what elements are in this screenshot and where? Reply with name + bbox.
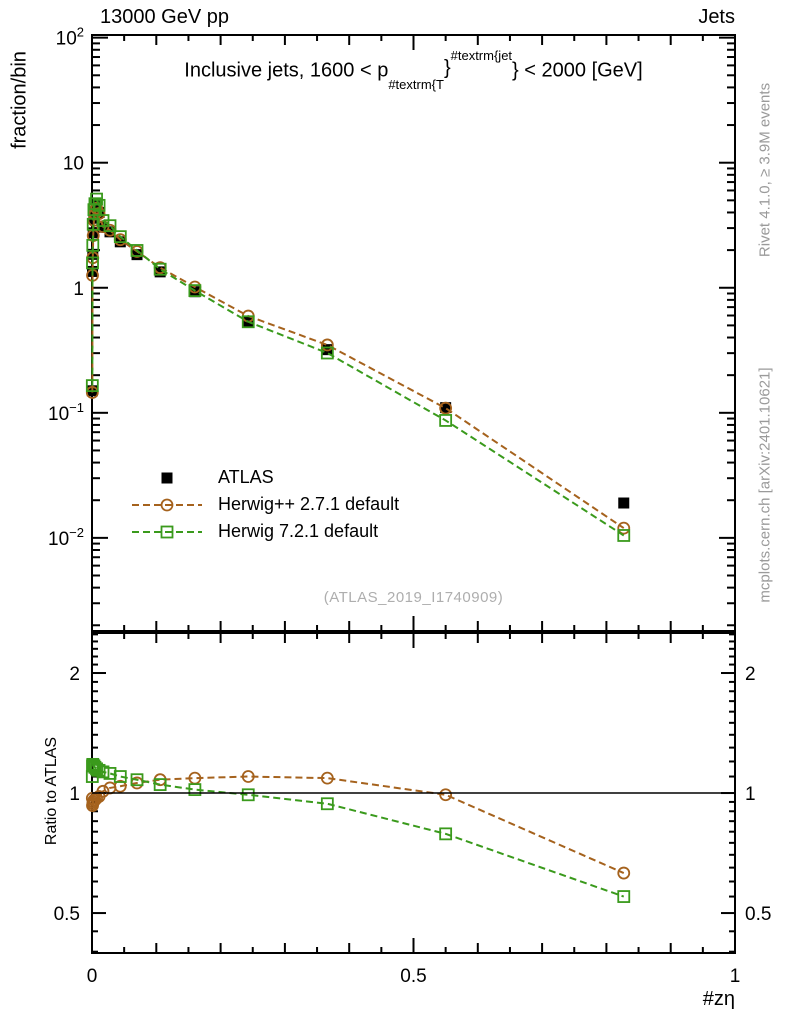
legend-item <box>130 464 399 491</box>
filled-square-legend-icon <box>130 468 204 488</box>
main-y-tick-label: $10^{-2}$ <box>48 524 84 550</box>
series-herwig-7-2-1-default <box>87 194 629 902</box>
legend-label: Herwig++ 2.7.1 default <box>218 494 400 514</box>
plot-title-suffix: } < 2000 [GeV] <box>512 59 643 82</box>
data-point-marker <box>618 498 629 509</box>
rivet-version-text: Rivet 4.1.0, ≥ 3.9M events <box>756 82 774 258</box>
mcplots-reference-text: mcplots.cern.ch [arXiv:2401.10621] <box>756 367 774 603</box>
plot-title <box>92 48 735 92</box>
ratio-y-axis-title: Ratio to ATLAS <box>43 736 60 846</box>
ratio-y-tick-label-right: 0.5 <box>745 904 772 926</box>
data-point-marker <box>162 472 173 483</box>
legend-item <box>130 518 399 545</box>
main-y-tick-label: $10^{-1}$ <box>48 399 84 425</box>
legend-label: ATLAS <box>218 467 274 487</box>
x-tick-label: 0 <box>86 966 98 987</box>
main-y-axis-title: fraction/bin <box>8 51 31 149</box>
analysis-group-title: Jets <box>698 6 735 28</box>
x-tick-label: 1 <box>729 966 741 987</box>
ratio-y-tick-label-right: 2 <box>745 664 756 686</box>
plot-title-superscript: #textrm{jet <box>450 48 513 63</box>
analysis-id-watermark: (ATLAS_2019_I1740909) <box>323 589 504 606</box>
open-square-legend-icon <box>130 522 204 542</box>
plot-title-brace: } <box>443 56 451 79</box>
series-line <box>92 764 623 896</box>
open-circle-legend-icon <box>130 495 204 515</box>
main-y-tick-label: 10 <box>62 153 84 175</box>
x-axis-title: #zη <box>702 988 735 1010</box>
main-y-tick-label: $10^2$ <box>55 24 84 50</box>
main-y-tick-label: 1 <box>73 278 84 300</box>
beam-energy-title: 13000 GeV pp <box>100 6 229 28</box>
series-atlas <box>87 201 629 508</box>
x-tick-label: 0.5 <box>400 966 427 987</box>
ratio-y-tick-label: 1 <box>69 784 80 806</box>
plot-title-subscript: #textrm{T <box>388 76 444 92</box>
ratio-y-tick-label: 2 <box>69 664 80 686</box>
series-line <box>92 777 623 874</box>
plot-title-prefix: Inclusive jets, 1600 < p <box>184 59 389 82</box>
legend-label: Herwig 7.2.1 default <box>218 521 379 541</box>
ratio-y-tick-label-right: 1 <box>745 784 756 806</box>
legend <box>130 464 399 545</box>
ratio-y-tick-label: 0.5 <box>53 904 80 926</box>
legend-item <box>130 491 399 518</box>
